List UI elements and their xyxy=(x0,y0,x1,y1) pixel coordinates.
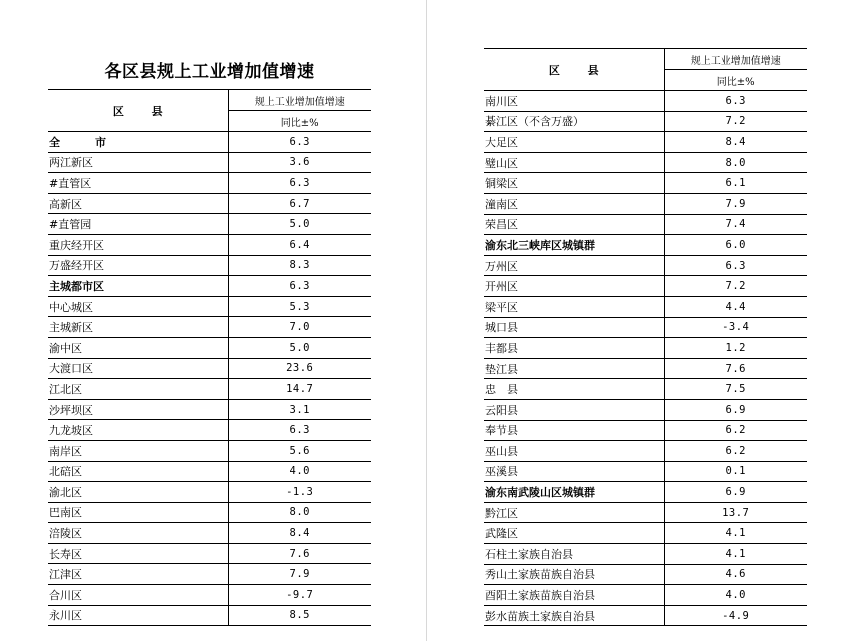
growth-value: 6.3 xyxy=(664,91,807,112)
region-name: 忠 县 xyxy=(484,379,664,400)
table-row xyxy=(484,338,807,359)
table-row xyxy=(48,585,371,606)
table-row xyxy=(484,276,807,297)
region-name: 梁平区 xyxy=(484,296,664,317)
page-title: 各区县规上工业增加值增速 xyxy=(104,62,315,82)
unit-column-header: 同比±% xyxy=(228,111,371,132)
region-name: 沙坪坝区 xyxy=(48,399,228,420)
growth-value: 7.5 xyxy=(664,379,807,400)
growth-value: 6.3 xyxy=(228,276,371,297)
table-row xyxy=(484,132,807,153)
region-name: #直管园 xyxy=(48,214,228,235)
table-row xyxy=(484,91,807,112)
region-name: 璧山区 xyxy=(484,152,664,173)
growth-value: 4.0 xyxy=(664,585,807,606)
growth-value: 7.9 xyxy=(228,564,371,585)
region-name: 云阳县 xyxy=(484,399,664,420)
growth-value: 8.0 xyxy=(228,502,371,523)
table-row xyxy=(48,337,371,358)
table-row xyxy=(48,543,371,564)
table-row xyxy=(484,482,807,503)
growth-value: 4.0 xyxy=(228,461,371,482)
growth-value: 14.7 xyxy=(228,379,371,400)
growth-value: 8.3 xyxy=(228,255,371,276)
metric-column-header: 规上工业增加值增速 xyxy=(664,49,807,70)
region-name: 綦江区（不含万盛） xyxy=(484,111,664,132)
region-column-header: 区 县 xyxy=(48,90,228,132)
region-name: 主城都市区 xyxy=(48,276,228,297)
metric-column-header: 规上工业增加值增速 xyxy=(228,90,371,111)
region-name: 九龙坡区 xyxy=(48,420,228,441)
unit-column-header: 同比±% xyxy=(664,70,807,91)
region-name: 涪陵区 xyxy=(48,523,228,544)
growth-value: 4.1 xyxy=(664,523,807,544)
table-row xyxy=(48,358,371,379)
region-name: 奉节县 xyxy=(484,420,664,441)
growth-value: 8.4 xyxy=(228,523,371,544)
region-name: 开州区 xyxy=(484,276,664,297)
growth-value: 13.7 xyxy=(664,502,807,523)
table-row xyxy=(484,502,807,523)
growth-value: 6.9 xyxy=(664,482,807,503)
left-data-table xyxy=(48,89,371,626)
growth-value: 8.0 xyxy=(664,152,807,173)
right-data-table xyxy=(484,48,807,626)
table-row xyxy=(484,193,807,214)
growth-value: 6.3 xyxy=(228,132,371,153)
table-row xyxy=(48,173,371,194)
region-name: 巫山县 xyxy=(484,441,664,462)
page-divider xyxy=(426,0,427,641)
region-name: #直管区 xyxy=(48,173,228,194)
table-row xyxy=(48,234,371,255)
region-name: 秀山土家族苗族自治县 xyxy=(484,564,664,585)
growth-value: 6.1 xyxy=(664,173,807,194)
table-row xyxy=(484,317,807,338)
growth-value: 8.5 xyxy=(228,605,371,626)
growth-value: 4.4 xyxy=(664,296,807,317)
table-row xyxy=(48,523,371,544)
table-row xyxy=(484,564,807,585)
growth-value: 6.4 xyxy=(228,234,371,255)
table-row xyxy=(484,544,807,565)
region-name: 合川区 xyxy=(48,585,228,606)
growth-value: 4.6 xyxy=(664,564,807,585)
table-row xyxy=(48,461,371,482)
table-row xyxy=(48,502,371,523)
region-name: 大足区 xyxy=(484,132,664,153)
right-table-body xyxy=(484,91,807,626)
region-name: 全 市 xyxy=(48,132,228,153)
region-name: 铜梁区 xyxy=(484,173,664,194)
region-name: 中心城区 xyxy=(48,296,228,317)
table-row xyxy=(484,296,807,317)
growth-value: 7.2 xyxy=(664,111,807,132)
region-name: 永川区 xyxy=(48,605,228,626)
table-row xyxy=(484,523,807,544)
table-row xyxy=(484,255,807,276)
growth-value: -9.7 xyxy=(228,585,371,606)
left-table-body xyxy=(48,132,371,626)
table-row xyxy=(48,255,371,276)
region-name: 北碚区 xyxy=(48,461,228,482)
growth-value: 7.2 xyxy=(664,276,807,297)
region-name: 万盛经开区 xyxy=(48,255,228,276)
table-row xyxy=(484,420,807,441)
table-row xyxy=(484,605,807,626)
growth-value: 6.7 xyxy=(228,193,371,214)
table-row xyxy=(48,214,371,235)
growth-value: 7.4 xyxy=(664,214,807,235)
table-row xyxy=(484,111,807,132)
growth-value: 7.0 xyxy=(228,317,371,338)
region-name: 潼南区 xyxy=(484,193,664,214)
region-name: 巴南区 xyxy=(48,502,228,523)
table-row xyxy=(48,193,371,214)
growth-value: 23.6 xyxy=(228,358,371,379)
growth-value: 6.9 xyxy=(664,399,807,420)
table-row xyxy=(48,132,371,153)
region-name: 渝中区 xyxy=(48,337,228,358)
table-row xyxy=(484,235,807,256)
growth-value: 7.6 xyxy=(228,543,371,564)
growth-value: 8.4 xyxy=(664,132,807,153)
table-row xyxy=(48,296,371,317)
growth-value: -1.3 xyxy=(228,482,371,503)
table-row xyxy=(484,461,807,482)
table-row xyxy=(48,399,371,420)
table-row xyxy=(48,605,371,626)
region-name: 南岸区 xyxy=(48,440,228,461)
table-row xyxy=(484,441,807,462)
region-name: 渝东南武陵山区城镇群 xyxy=(484,482,664,503)
growth-value: 7.6 xyxy=(664,358,807,379)
growth-value: -4.9 xyxy=(664,605,807,626)
region-name: 万州区 xyxy=(484,255,664,276)
table-row xyxy=(48,564,371,585)
table-row xyxy=(48,440,371,461)
region-name: 主城新区 xyxy=(48,317,228,338)
growth-value: 6.2 xyxy=(664,420,807,441)
growth-value: -3.4 xyxy=(664,317,807,338)
region-name: 石柱土家族自治县 xyxy=(484,544,664,565)
region-column-header: 区 县 xyxy=(484,49,664,91)
table-row xyxy=(484,173,807,194)
growth-value: 5.0 xyxy=(228,337,371,358)
region-name: 重庆经开区 xyxy=(48,234,228,255)
growth-value: 3.1 xyxy=(228,399,371,420)
region-name: 巫溪县 xyxy=(484,461,664,482)
table-row xyxy=(484,399,807,420)
region-name: 江北区 xyxy=(48,379,228,400)
growth-value: 0.1 xyxy=(664,461,807,482)
region-name: 南川区 xyxy=(484,91,664,112)
region-name: 渝东北三峡库区城镇群 xyxy=(484,235,664,256)
table-row xyxy=(484,214,807,235)
growth-value: 6.2 xyxy=(664,441,807,462)
region-name: 两江新区 xyxy=(48,152,228,173)
table-row xyxy=(48,276,371,297)
growth-value: 6.0 xyxy=(664,235,807,256)
growth-value: 5.3 xyxy=(228,296,371,317)
growth-value: 7.9 xyxy=(664,193,807,214)
growth-value: 4.1 xyxy=(664,544,807,565)
region-name: 丰都县 xyxy=(484,338,664,359)
region-name: 垫江县 xyxy=(484,358,664,379)
growth-value: 5.0 xyxy=(228,214,371,235)
region-name: 渝北区 xyxy=(48,482,228,503)
region-name: 武隆区 xyxy=(484,523,664,544)
growth-value: 6.3 xyxy=(228,420,371,441)
growth-value: 6.3 xyxy=(228,173,371,194)
table-row xyxy=(48,420,371,441)
region-name: 江津区 xyxy=(48,564,228,585)
growth-value: 5.6 xyxy=(228,440,371,461)
growth-value: 3.6 xyxy=(228,152,371,173)
table-row xyxy=(484,152,807,173)
region-name: 黔江区 xyxy=(484,502,664,523)
growth-value: 1.2 xyxy=(664,338,807,359)
growth-value: 6.3 xyxy=(664,255,807,276)
table-row xyxy=(484,585,807,606)
table-row xyxy=(48,482,371,503)
table-row xyxy=(484,358,807,379)
table-row xyxy=(48,152,371,173)
region-name: 荣昌区 xyxy=(484,214,664,235)
table-row xyxy=(484,379,807,400)
region-name: 酉阳土家族苗族自治县 xyxy=(484,585,664,606)
region-name: 城口县 xyxy=(484,317,664,338)
region-name: 高新区 xyxy=(48,193,228,214)
region-name: 长寿区 xyxy=(48,543,228,564)
region-name: 彭水苗族土家族自治县 xyxy=(484,605,664,626)
table-row xyxy=(48,317,371,338)
table-row xyxy=(48,379,371,400)
region-name: 大渡口区 xyxy=(48,358,228,379)
